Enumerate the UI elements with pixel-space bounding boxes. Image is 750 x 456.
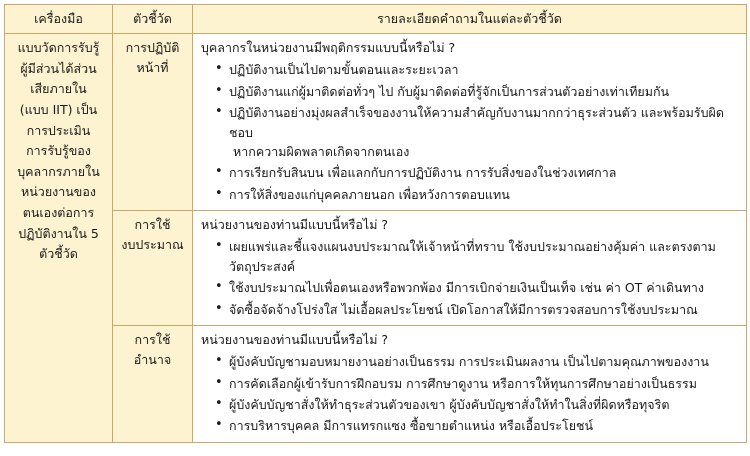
list-item xyxy=(213,103,740,161)
table-row xyxy=(5,211,747,326)
list-item-text: เผยแพร่และชี้แจงแผนงบประมาณให้เจ้าหน้าที่ทราบ ใช้งบประมาณอย่างคุ้มค่า และตรงตามวัตถุประสงค์ xyxy=(229,239,716,274)
list-item-text: การคัดเลือกผู้เข้ารับการฝึกอบรม การศึกษาดูงาน หรือการให้ทุนการศึกษาอย่างเป็นธรรม xyxy=(229,375,697,391)
detail-question: หน่วยงานของท่านมีแบบนี้หรือไม่ ? xyxy=(201,331,389,347)
detail-cell-budget xyxy=(193,211,747,326)
indicator-label-line: การใช้ xyxy=(134,331,171,347)
column-header-detail: รายละเอียดคำถามในแต่ละตัวชี้วัด xyxy=(193,5,747,34)
list-item xyxy=(213,82,740,101)
detail-bullet-list xyxy=(199,237,740,319)
list-item-text: การให้สิ่งของแก่บุคคลภายนอก เพื่อหวังการตอบแทน xyxy=(229,186,510,202)
column-header-tool: เครื่องมือ xyxy=(5,5,113,34)
list-item xyxy=(213,237,740,276)
table-row xyxy=(5,325,747,442)
list-item xyxy=(213,416,740,435)
indicator-cell-authority xyxy=(113,325,193,442)
tool-label-line: ผู้มีส่วนได้ส่วน xyxy=(20,60,97,76)
indicator-cell-budget xyxy=(113,211,193,326)
indicator-matrix-table xyxy=(4,4,747,443)
tool-label-line: บุคลากรภายใน xyxy=(17,163,100,179)
tool-description-cell xyxy=(5,34,113,443)
list-item xyxy=(213,278,740,297)
tool-label-line: ตนเองต่อการ xyxy=(22,205,95,220)
tool-label-line: ตัวชี้วัด xyxy=(39,246,78,262)
indicator-label-line: การปฏิบัติ xyxy=(125,40,180,55)
list-item-text: ใช้งบประมาณไปเพื่อตนเองหรือพวกพ้อง มีการเบิกจ่ายเงินเป็นเท็จ เช่น ค่า OT ค่าเดินทาง xyxy=(229,280,704,296)
detail-bullet-list xyxy=(199,352,740,436)
list-item xyxy=(213,395,740,414)
list-item-continuation: หากความผิดพลาดเกิดจากตนเอง xyxy=(233,143,410,159)
tool-label-line: ปฏิบัติงานใน 5 xyxy=(18,225,99,241)
detail-cell-duty xyxy=(193,34,747,211)
list-item xyxy=(213,185,740,204)
indicator-label-line: การใช้ xyxy=(134,217,171,232)
list-item-text: การบริหารบุคคล มีการแทรกแซง ซื้อขายตำแหน่ง หรือเอื้อประโยชน์ xyxy=(229,418,594,434)
tool-label-line: การรับรู้ของ xyxy=(26,143,91,159)
list-item xyxy=(213,60,740,79)
table-body xyxy=(5,34,747,443)
tool-label-line: หน่วยงานของ xyxy=(21,184,96,200)
detail-question: หน่วยงานของท่านมีแบบนี้หรือไม่ ? xyxy=(201,217,389,232)
detail-cell-authority xyxy=(193,325,747,442)
list-item-text: ปฏิบัติงานแก่ผู้มาติดต่อทั่วๆ ไป กับผู้มาติดต่อที่รู้จักเป็นการส่วนตัวอย่างเท่าเทียมกัน xyxy=(229,83,670,99)
indicator-label-line: อำนาจ xyxy=(133,351,172,367)
indicator-cell-duty xyxy=(113,34,193,211)
detail-question: บุคลากรในหน่วยงานมีพฤติกรรมแบบนี้หรือไม่ ? xyxy=(201,40,456,55)
table-header xyxy=(5,5,747,34)
list-item xyxy=(213,163,740,182)
list-item-text: ปฏิบัติงานเป็นไปตามขั้นตอนและระยะเวลา xyxy=(229,62,459,78)
list-item xyxy=(213,300,740,319)
list-item xyxy=(213,374,740,393)
tool-label-line: แบบวัดการรับรู้ xyxy=(17,40,100,55)
indicator-label-line: หน้าที่ xyxy=(136,60,169,75)
tool-label-line: (แบบ IIT) เป็น xyxy=(19,101,98,117)
list-item-text: ผู้บังคับบัญชามอบหมายงานอย่างเป็นธรรม การประเมินผลงาน เป็นไปตามคุณภาพของงาน xyxy=(229,354,709,370)
table-row xyxy=(5,34,747,211)
tool-label-line: การประเมิน xyxy=(26,122,91,138)
list-item-text: ปฏิบัติงานอย่างมุ่งผลสำเร็จของงานให้ความสำคัญกับงานมากกว่าธุระส่วนตัว และพร้อมรับผิดชอบ xyxy=(229,105,724,140)
list-item xyxy=(213,352,740,371)
list-item-text: ผู้บังคับบัญชาสั่งให้ทำธุระส่วนตัวของเขา ผู้บังคับบัญชาสั่งให้ทำในสิ่งที่ผิดหรือทุจริต xyxy=(229,397,670,412)
tool-label-line: เสียภายใน xyxy=(30,81,87,97)
indicator-label-line: งบประมาณ xyxy=(121,237,184,252)
detail-bullet-list xyxy=(199,60,740,204)
column-header-indicator: ตัวชี้วัด xyxy=(113,5,193,34)
list-item-text: จัดซื้อจัดจ้างโปร่งใส ไม่เอื้อผลประโยชน์ เปิดโอกาสให้มีการตรวจสอบการใช้งบประมาณ xyxy=(229,301,698,317)
table-header-row xyxy=(5,5,747,34)
list-item-text: การเรียกรับสินบน เพื่อแลกกับการปฏิบัติงาน การรับสิ่งของในช่วงเทศกาล xyxy=(229,165,617,181)
